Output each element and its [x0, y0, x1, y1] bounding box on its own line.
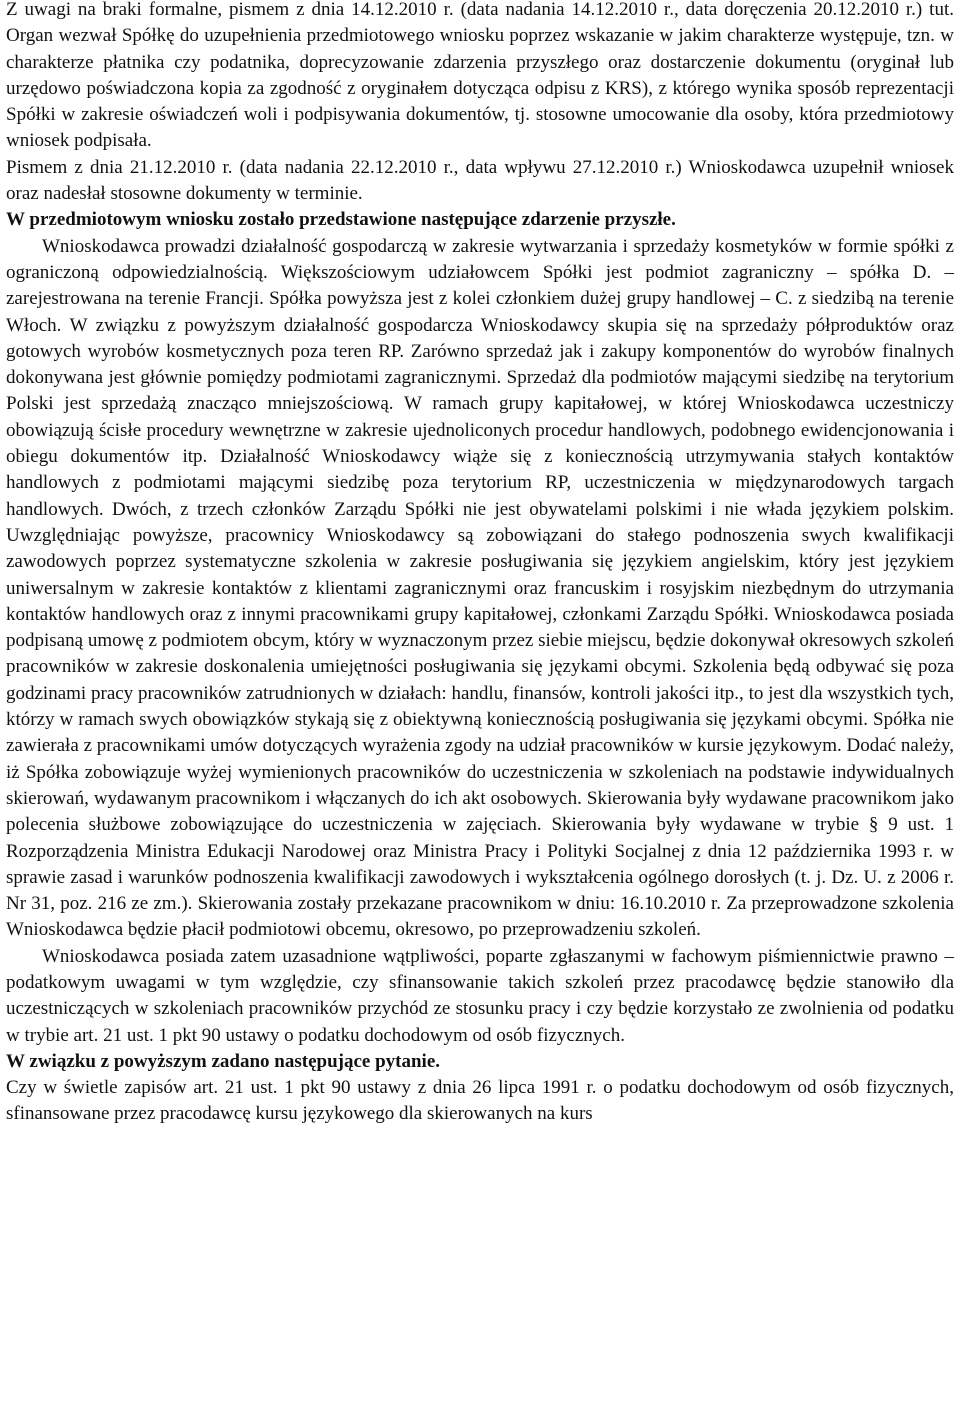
paragraph-question-heading: W związku z powyższym zadano następujące pytanie.: [6, 1050, 441, 1072]
paragraph-formal-deficiencies: Z uwagi na braki formalne, pismem z dnia 14.12.2010 r. (data nadania 14.12.2010 r., data doręczenia 20.12.2010 r.) tut. Organ wezwał Spółkę do uzupełnienia przedmiotowego wniosku poprzez wskazanie w jakim charakterze występuje, tzn. w charakterze płatnika czy podatnika, doprecyzowanie zdarzenia przyszłego oraz dostarczenie dokumentu (oryginał lub urzędowo poświadczona kopia za zgodność z oryginałem dotycząca odpisu z KRS), z którego wynika sposób reprezentacji Spółki w zakresie oświadczeń woli i podpisywania dokumentów, tj. stosowne umocowanie dla osoby, która przedmiotowy wniosek podpisała.: [6, 0, 954, 152]
paragraph-question: Czy w świetle zapisów art. 21 ust. 1 pkt 90 ustawy z dnia 26 lipca 1991 r. o podatku dochodowym od osób fizycznych, sfinansowane przez pracodawcę kursu językowego dla skierowanych na kurs: [6, 1077, 954, 1125]
paragraph-future-event-heading: W przedmiotowym wniosku zostało przedstawione następujące zdarzenie przyszłe.: [6, 209, 676, 231]
paragraph-supplement-letter: Pismem z dnia 21.12.2010 r. (data nadania 22.12.2010 r., data wpływu 27.12.2010 r.) Wnioskodawca uzupełnił wniosek oraz nadesłał stosowne dokumenty w terminie.: [6, 156, 954, 205]
paragraph-future-event-description: Wnioskodawca prowadzi działalność gospodarczą w zakresie wytwarzania i sprzedaży kosmetyków w formie spółki z ograniczoną odpowiedzialnością. Większościowym udziałowcem Spółki jest podmiot zagraniczny – spółka D. – zarejestrowana na terenie Francji. Spółka powyższa jest z kolei członkiem dużej grupy handlowej – C. z siedzibą na terenie Włoch. W związku z powyższym działalność gospodarcza Wnioskodawcy skupia się na sprzedaży półproduktów oraz gotowych wyrobów kosmetycznych poza teren RP. Zarówno sprzedaż jak i zakupy komponentów do wyrobów finalnych dokonywana jest głównie pomiędzy podmiotami zagranicznymi. Sprzedaż dla podmiotów mającymi siedzibę na terytorium Polski jest sprzedażą znacząco mniejszościową. W ramach grupy kapitałowej, w której Wnioskodawca uczestniczy obowiązują ścisłe procedury wewnętrzne w zakresie ujednoliconych procedur handlowych, podobnego ewidencjonowania i obiegu dokumentów itp. Działalność Wnioskodawcy wiąże się z koniecznością utrzymywania stałych kontaktów handlowych z podmiotami mającymi siedzibę poza terytorium RP, uczestniczenia w międzynarodowych targach handlowych. Dwóch, z trzech członków Zarządu Spółki nie jest obywatelami polskimi i nie włada językiem polskim. Uwzględniając powyższe, pracownicy Wnioskodawcy są zobowiązani do stałego podnoszenia swych kwalifikacji zawodowych poprzez systematyczne szkolenia w zakresie posługiwania się językiem angielskim, który jest językiem uniwersalnym w zakresie kontaktów z klientami zagranicznymi oraz francuskim i rosyjskim niezbędnym do utrzymania kontaktów handlowych oraz z innymi pracownikami grupy kapitałowej, członkami Zarządu Spółki. Wnioskodawca posiada podpisaną umowę z podmiotem obcym, który w wyznaczonym przez siebie miejscu, będzie dokonywał okresowych szkoleń pracowników w zakresie doskonalenia umiejętności posługiwania się językami obcymi. Szkolenia będą odbywać się poza godzinami pracy pracowników zatrudnionych w działach: handlu, finansów, kontroli jakości itp., to jest dla wszystkich tych, którzy w ramach swych obowiązków stykają się z obiektywną koniecznością posługiwania się językami obcymi. Spółka nie zawierała z pracownikami umów dotyczących wyrażenia zgody na udział pracowników w kursie językowym. Dodać należy, iż Spółka zobowiązuje wyżej wymienionych pracowników do uczestniczenia w szkoleniach na podstawie indywidualnych skierowań, wydawanym pracownikom i włączanych do ich akt osobowych. Skierowania były wydawane pracownikom jako polecenia służbowe zobowiązujące do uczestniczenia w zajęciach. Skierowania były wydawane w trybie § 9 ust. 1 Rozporządzenia Ministra Edukacji Narodowej oraz Ministra Pracy i Polityki Socjalnej z dnia 12 października 1993 r. w sprawie zasad i warunków podnoszenia kwalifikacji zawodowych i wykształcenia ogólnego dorosłych (t. j. Dz. U. z 2006 r. Nr 31, poz. 216 ze zm.). Skierowania zostały przekazane pracownikom w dniu: 16.10.2010 r. Za przeprowadzone szkolenia Wnioskodawca będzie płacił podmiotowi obcemu, okresowo, po przeprowadzeniu szkoleń.: [6, 235, 954, 941]
paragraph-applicant-doubts: Wnioskodawca posiada zatem uzasadnione wątpliwości, poparte zgłaszanymi w fachowym piśmiennictwie prawno – podatkowym uwagami w tym względzie, czy sfinansowanie takich szkoleń przez pracodawcę będzie stanowiło dla uczestniczących w szkoleniach pracowników przychód ze stosunku pracy i czy będzie korzystało ze zwolnienia od podatku w trybie art. 21 ust. 1 pkt 90 ustawy o podatku dochodowym od osób fizycznych.: [6, 945, 954, 1046]
